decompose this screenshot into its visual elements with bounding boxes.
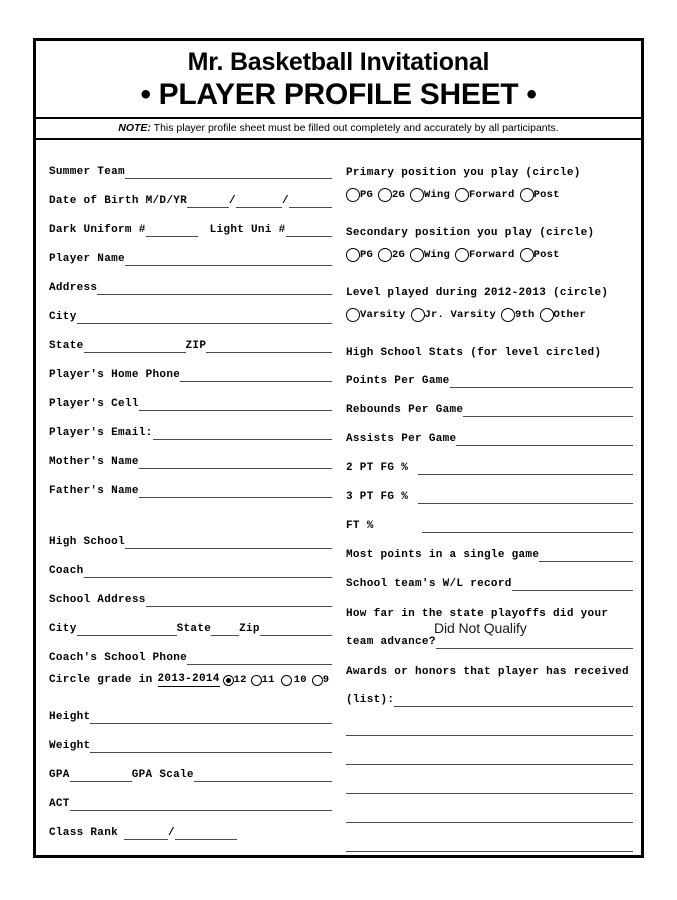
field-three-point-fg[interactable] xyxy=(346,475,633,504)
field-father-name[interactable] xyxy=(49,469,332,498)
field-label: School Address xyxy=(49,594,146,606)
primary-option-2g[interactable] xyxy=(378,188,405,202)
field-gpa[interactable] xyxy=(49,753,332,782)
radio-circle-icon[interactable] xyxy=(346,308,360,322)
input-line[interactable] xyxy=(418,461,633,475)
field-city[interactable] xyxy=(49,295,332,324)
radio-circle-icon[interactable] xyxy=(455,248,469,262)
form-columns xyxy=(36,140,641,852)
field-act[interactable] xyxy=(49,782,332,811)
light-uniform-label: Light Uni # xyxy=(209,224,286,236)
field-label: Father's Name xyxy=(49,485,139,497)
field-label: Coach's School Phone xyxy=(49,652,188,664)
field-awards-blank-line[interactable] xyxy=(346,765,633,794)
grade-year-label: 2013-2014 xyxy=(157,673,220,685)
secondary-option-post[interactable] xyxy=(520,248,560,262)
primary-option-forward[interactable] xyxy=(455,188,515,202)
secondary-option-wing[interactable] xyxy=(410,248,450,262)
input-line-month[interactable] xyxy=(187,194,229,208)
grade-option-11[interactable] xyxy=(251,674,275,686)
grade-prompt-label: Circle grade in xyxy=(49,674,153,686)
field-summer-team[interactable] xyxy=(49,150,332,179)
radio-circle-icon[interactable] xyxy=(411,308,425,322)
radio-circle-icon[interactable] xyxy=(223,675,234,686)
input-line[interactable] xyxy=(450,374,633,388)
field-label: Summer Team xyxy=(49,166,125,178)
radio-circle-icon[interactable] xyxy=(540,308,554,322)
option-label: Varsity xyxy=(360,308,406,321)
input-line-year[interactable] xyxy=(289,194,332,208)
grade-option-label: 9 xyxy=(322,674,330,686)
secondary-position-options[interactable] xyxy=(346,239,633,270)
field-school-wl-record[interactable] xyxy=(346,562,633,591)
field-playoff-advance[interactable] xyxy=(346,620,633,649)
radio-circle-icon[interactable] xyxy=(410,188,424,202)
field-height[interactable] xyxy=(49,695,332,724)
level-option-jr-varsity[interactable] xyxy=(411,308,497,322)
note-bar xyxy=(36,119,641,140)
field-state-zip[interactable] xyxy=(49,324,332,353)
field-weight[interactable] xyxy=(49,724,332,753)
field-assists-per-game[interactable] xyxy=(346,417,633,446)
class-rank-denominator-line[interactable] xyxy=(175,826,237,840)
light-uniform-input-line[interactable] xyxy=(286,223,332,237)
option-label: 2G xyxy=(392,248,406,261)
option-label: 2G xyxy=(392,188,406,201)
field-two-point-fg[interactable] xyxy=(346,446,633,475)
gpa-scale-input-line[interactable] xyxy=(194,768,332,782)
field-most-points-single-game[interactable] xyxy=(346,533,633,562)
page-title: Mr. Basketball Invitational xyxy=(187,48,490,76)
input-line[interactable] xyxy=(139,484,332,498)
player-profile-form xyxy=(33,38,644,858)
field-label: FT % xyxy=(346,520,374,532)
input-line[interactable] xyxy=(456,432,633,446)
secondary-option-2g[interactable] xyxy=(378,248,405,262)
radio-circle-icon[interactable] xyxy=(312,675,323,686)
field-label: Address xyxy=(49,282,98,294)
input-line[interactable] xyxy=(180,368,332,382)
field-player-name[interactable] xyxy=(49,237,332,266)
input-line[interactable] xyxy=(463,403,633,417)
class-rank-numerator-line[interactable] xyxy=(124,826,168,840)
radio-circle-icon[interactable] xyxy=(501,308,515,322)
radio-circle-icon[interactable] xyxy=(520,188,534,202)
grade-option-12[interactable] xyxy=(223,674,247,686)
field-coach-school-phone[interactable] xyxy=(49,636,332,665)
input-line[interactable] xyxy=(125,165,332,179)
input-line[interactable] xyxy=(90,710,332,724)
field-date-of-birth[interactable] xyxy=(49,179,332,208)
field-label: Player's Email: xyxy=(49,427,153,439)
field-label: Weight xyxy=(49,740,91,752)
grade-option-label: 10 xyxy=(293,674,307,686)
field-email[interactable] xyxy=(49,411,332,440)
class-rank-separator: / xyxy=(168,827,175,839)
input-line[interactable] xyxy=(139,397,332,411)
radio-circle-icon[interactable] xyxy=(520,248,534,262)
school-state-label: State xyxy=(176,623,212,635)
field-label: Rebounds Per Game xyxy=(346,404,464,416)
level-played-options[interactable] xyxy=(346,299,633,330)
level-option-varsity[interactable] xyxy=(346,308,406,322)
field-uniform-numbers[interactable] xyxy=(49,208,332,237)
option-label: PG xyxy=(360,188,374,201)
field-label: Assists Per Game xyxy=(346,433,457,445)
school-zip-input-line[interactable] xyxy=(260,622,332,636)
field-label: 2 PT FG % xyxy=(346,462,409,474)
gpa-scale-label: GPA Scale xyxy=(131,769,194,781)
field-awards-list-line-1[interactable] xyxy=(346,678,633,707)
option-label: Forward xyxy=(469,188,515,201)
secondary-option-pg[interactable] xyxy=(346,248,373,262)
field-label: Class Rank xyxy=(49,827,119,839)
field-school-address[interactable] xyxy=(49,578,332,607)
field-points-per-game[interactable] xyxy=(346,359,633,388)
input-line[interactable] xyxy=(346,838,633,852)
input-line[interactable] xyxy=(346,751,633,765)
field-address[interactable] xyxy=(49,266,332,295)
field-class-rank[interactable] xyxy=(49,811,332,840)
input-line[interactable] xyxy=(139,455,332,469)
field-high-school[interactable] xyxy=(49,520,332,549)
field-label: Player's Home Phone xyxy=(49,369,181,381)
dark-uniform-label: Dark Uniform # xyxy=(49,224,146,236)
input-line[interactable] xyxy=(70,797,332,811)
note-text: This player profile sheet must be filled out completely and accurately by all participants. xyxy=(153,122,559,134)
left-column xyxy=(36,150,336,852)
gpa-label: GPA xyxy=(49,769,70,781)
dark-uniform-input-line[interactable] xyxy=(146,223,198,237)
input-line[interactable] xyxy=(346,809,633,823)
secondary-position-heading: Secondary position you play (circle) xyxy=(346,227,595,239)
grade-option-10[interactable] xyxy=(281,674,307,686)
level-option-other[interactable] xyxy=(540,308,587,322)
radio-circle-icon[interactable] xyxy=(410,248,424,262)
option-label: Post xyxy=(533,248,560,261)
playoffs-question-line-1: How far in the state playoffs did your xyxy=(346,608,609,620)
school-zip-label: Zip xyxy=(239,623,260,635)
field-label: Coach xyxy=(49,565,84,577)
input-line[interactable] xyxy=(146,593,332,607)
option-label: Jr. Varsity xyxy=(424,308,497,321)
radio-circle-icon[interactable] xyxy=(378,248,392,262)
option-label: Forward xyxy=(469,248,515,261)
state-label: State xyxy=(49,340,84,352)
field-label: Player's Cell xyxy=(49,398,139,410)
right-column xyxy=(336,150,641,852)
input-line[interactable] xyxy=(187,651,332,665)
field-mother-name[interactable] xyxy=(49,440,332,469)
primary-option-pg[interactable] xyxy=(346,188,373,202)
primary-option-wing[interactable] xyxy=(410,188,450,202)
field-label: Mother's Name xyxy=(49,456,139,468)
radio-circle-icon[interactable] xyxy=(251,675,262,686)
zip-label: ZIP xyxy=(185,340,207,352)
primary-option-post[interactable] xyxy=(520,188,560,202)
awards-heading-line-1: Awards or honors that player has received xyxy=(346,666,629,678)
school-state-input-line[interactable] xyxy=(211,622,239,636)
primary-position-heading: Primary position you play (circle) xyxy=(346,167,581,179)
field-label: High School xyxy=(49,536,125,548)
state-input-line[interactable] xyxy=(84,339,186,353)
field-awards-blank-line[interactable] xyxy=(346,736,633,765)
option-label: Wing xyxy=(424,188,451,201)
option-label: 9th xyxy=(515,308,535,321)
date-separator-1: / xyxy=(229,195,236,207)
gpa-input-line[interactable] xyxy=(70,768,132,782)
level-played-heading: Level played during 2012-2013 (circle) xyxy=(346,287,609,299)
grade-option-label: 11 xyxy=(261,674,275,686)
field-label: School team's W/L record xyxy=(346,578,512,590)
playoff-advance-answer: Did Not Qualify xyxy=(434,620,527,636)
input-line[interactable] xyxy=(90,739,332,753)
high-school-stats-heading: High School Stats (for level circled) xyxy=(346,347,602,359)
field-label: Height xyxy=(49,711,91,723)
primary-position-options[interactable] xyxy=(346,179,633,210)
section-spacer xyxy=(49,498,332,520)
grade-option-9[interactable] xyxy=(312,674,330,686)
secondary-option-forward[interactable] xyxy=(455,248,515,262)
note-label: NOTE: xyxy=(118,122,151,134)
date-separator-2: / xyxy=(281,195,289,207)
radio-circle-icon[interactable] xyxy=(346,188,360,202)
option-label: PG xyxy=(360,248,374,261)
field-label: Points Per Game xyxy=(346,375,450,387)
field-label: (list): xyxy=(346,694,395,706)
input-line[interactable] xyxy=(97,281,332,295)
title-block xyxy=(36,41,641,119)
field-rebounds-per-game[interactable] xyxy=(346,388,633,417)
radio-circle-icon[interactable] xyxy=(281,675,292,686)
radio-circle-icon[interactable] xyxy=(455,188,469,202)
field-coach[interactable] xyxy=(49,549,332,578)
field-awards-blank-line[interactable] xyxy=(346,707,633,736)
field-label: 3 PT FG % xyxy=(346,491,409,503)
field-free-throw-pct[interactable] xyxy=(346,504,633,533)
input-line-day[interactable] xyxy=(236,194,282,208)
page-subtitle: • PLAYER PROFILE SHEET • xyxy=(140,78,537,111)
input-line[interactable] xyxy=(512,577,633,591)
input-line[interactable] xyxy=(394,693,633,707)
field-label: Date of Birth M/D/YR xyxy=(49,195,188,207)
input-line[interactable] xyxy=(77,310,332,324)
input-line[interactable] xyxy=(346,780,633,794)
field-school-city-state-zip[interactable] xyxy=(49,607,332,636)
input-line[interactable] xyxy=(436,635,633,649)
field-label: team advance? xyxy=(346,636,436,648)
zip-input-line[interactable] xyxy=(206,339,332,353)
field-awards-blank-line[interactable] xyxy=(346,823,633,852)
input-line[interactable] xyxy=(153,426,332,440)
field-awards-blank-line[interactable] xyxy=(346,794,633,823)
radio-circle-icon[interactable] xyxy=(378,188,392,202)
option-label: Post xyxy=(533,188,560,201)
school-city-label: City xyxy=(49,623,77,635)
field-label: ACT xyxy=(49,798,70,810)
option-label: Wing xyxy=(424,248,451,261)
field-home-phone[interactable] xyxy=(49,353,332,382)
input-line[interactable] xyxy=(125,535,332,549)
field-cell-phone[interactable] xyxy=(49,382,332,411)
school-city-input-line[interactable] xyxy=(77,622,177,636)
field-label: City xyxy=(49,311,77,323)
input-line[interactable] xyxy=(418,490,633,504)
input-line[interactable] xyxy=(422,519,633,533)
input-line[interactable] xyxy=(125,252,332,266)
grade-selector-row[interactable] xyxy=(49,665,332,695)
field-label: Most points in a single game xyxy=(346,549,540,561)
input-line[interactable] xyxy=(346,722,633,736)
input-line[interactable] xyxy=(84,564,332,578)
grade-option-label: 12 xyxy=(233,674,247,686)
level-option-9th[interactable] xyxy=(501,308,535,322)
option-label: Other xyxy=(553,308,587,321)
field-label: Player Name xyxy=(49,253,125,265)
radio-circle-icon[interactable] xyxy=(346,248,360,262)
input-line[interactable] xyxy=(539,548,633,562)
